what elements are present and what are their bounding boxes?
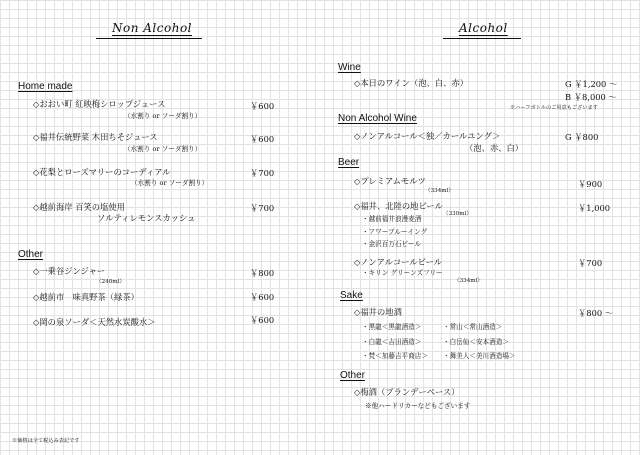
beer-local-list-item: ・アワーブルーイング [362, 228, 428, 236]
beer-local-list-item: ・越前福井浪漫麦酒 [362, 215, 422, 223]
beer-local-list-item: ・金沢百万石ビール [362, 240, 421, 248]
tax-footnote: ※価格は全て税込み表記です [12, 438, 80, 444]
sake-brand: ・舞美人＜美川酒造場＞ [443, 352, 516, 360]
wine-glass-price: G ￥1,200 ～ [565, 79, 618, 89]
beer-premium-price: ￥900 [578, 179, 603, 189]
menu-item-sub: （水割り or ソーダ割り） [131, 179, 209, 187]
beer-premium-name: ◇プレミアムモルツ [354, 176, 426, 186]
home-made-title: Home made [18, 81, 73, 92]
menu-item-name: ◇越前市 味真野茶（緑茶） [33, 292, 139, 302]
non-alcohol-wine-price: G ￥800 [565, 132, 599, 142]
alcohol-underline [443, 38, 521, 39]
menu-item-sub: ソルティレモンスカッシュ [97, 213, 196, 223]
alcohol-heading: Alcohol [459, 21, 508, 35]
beer-non-alcohol-price: ￥700 [578, 258, 603, 268]
menu-item-price: ￥700 [250, 168, 275, 178]
alcohol-other-note: ※他ハードリカーなどもございます [365, 402, 471, 410]
menu-item-name: ◇福井伝統野菜 木田ちそジュース [33, 132, 158, 142]
sake-brand: ・梵＜加藤吉平商店＞ [362, 352, 428, 360]
menu-item-name: ◇花梨とローズマリーのコーディアル [33, 167, 171, 177]
alcohol-other-title: Other [340, 370, 366, 381]
beer-local-name: ◇福井、北陸の地ビール [354, 201, 443, 211]
menu-item-price: ￥800 [250, 268, 275, 278]
menu-item-name: ◇岡の泉ソーダ＜天然水炭酸水＞ [33, 317, 156, 327]
wine-bottle-price: B ￥8,000 ～ [565, 92, 617, 102]
beer-non-alcohol-size: （334ml） [454, 278, 483, 284]
sake-brand: ・常山＜常山酒造＞ [443, 323, 503, 331]
sake-brand: ・白龍＜吉田酒造＞ [362, 338, 422, 346]
menu-item-name: ◇一乗谷ジンジャー [33, 266, 106, 276]
sake-title: Sake [340, 290, 363, 301]
sake-price: ￥800 ～ [578, 308, 614, 318]
menu-item-price: ￥600 [250, 101, 275, 111]
menu-item-name: ◇越前海岸 百笑の塩使用 [33, 202, 125, 212]
other-title: Other [18, 249, 44, 260]
non-alcohol-wine-title: Non Alcohol Wine [338, 113, 417, 124]
menu-item-price: ￥600 [250, 315, 275, 325]
alcohol-other-item: ◇梅酒（ブランデーベース） [354, 387, 460, 397]
sake-brand: ・黒龍＜黒龍酒造＞ [362, 323, 422, 331]
wine-title: Wine [338, 62, 361, 73]
menu-item-name: ◇おおい町 紅映梅シロップジュース [33, 99, 166, 109]
menu-item-price: ￥700 [250, 203, 275, 213]
non-alcohol-heading: Non Alcohol [112, 21, 193, 35]
beer-non-alcohol-name: ◇ノンアルコールビール [354, 257, 443, 267]
beer-local-price: ￥1,000 [578, 203, 611, 213]
sake-brand: ・白岳仙＜安本酒造＞ [443, 338, 509, 346]
sake-item: ◇福井の地酒 [354, 307, 402, 317]
menu-item-price: ￥600 [250, 292, 275, 302]
beer-premium-size: （334ml） [425, 188, 454, 194]
non-alcohol-wine-item: ◇ノンアルコール＜独／カールユング＞ [354, 131, 501, 141]
menu-item-size: （240ml） [96, 279, 125, 285]
beer-non-alcohol-sub: ・キリン グリーンズフリー [362, 269, 443, 277]
menu-item-sub: （水割り or ソーダ割り） [124, 145, 202, 153]
menu-item-price: ￥600 [250, 134, 275, 144]
beer-local-size: （330ml） [443, 211, 472, 217]
menu-item-sub: （水割り or ソーダ割り） [124, 112, 202, 120]
wine-item: ◇本日のワイン（泡、白、赤） [354, 78, 468, 88]
wine-note: ※ハーフボトルのご用意もございます [510, 105, 598, 111]
non-alcohol-wine-sub: （泡、赤、白） [465, 143, 524, 153]
non-alcohol-underline [96, 38, 202, 39]
beer-title: Beer [338, 157, 360, 168]
